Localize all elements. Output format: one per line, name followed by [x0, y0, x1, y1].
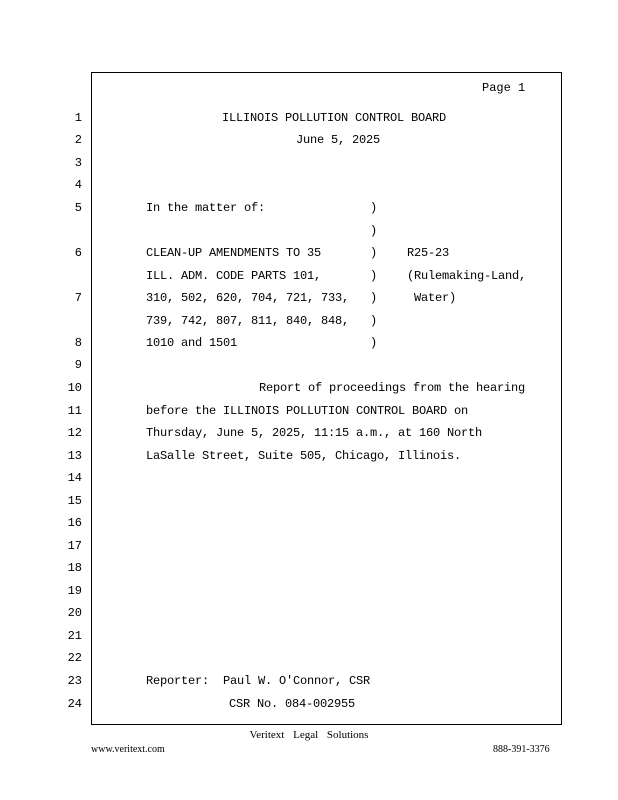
- line-number: 3: [74, 156, 82, 170]
- caption-paren: ): [370, 201, 378, 215]
- line-number: 17: [67, 539, 82, 553]
- caption-left-line: 1010 and 1501: [146, 336, 238, 350]
- csr-number: CSR No. 084-002955: [229, 697, 356, 711]
- caption-paren: ): [370, 291, 378, 305]
- line-number: 22: [67, 651, 82, 665]
- line-number: 1: [74, 111, 82, 125]
- line-number: 10: [67, 381, 82, 395]
- line-number: 6: [74, 246, 82, 260]
- caption-paren: ): [370, 314, 378, 328]
- hearing-date: June 5, 2025: [296, 133, 381, 147]
- line-number: 14: [67, 471, 82, 485]
- line-number: 19: [67, 584, 82, 598]
- body-line: Thursday, June 5, 2025, 11:15 a.m., at 160 North: [146, 426, 483, 440]
- caption-left-line: 310, 502, 620, 704, 721, 733,: [146, 291, 350, 305]
- rulemaking-type: (Rulemaking-Land,: [407, 269, 527, 283]
- line-number: 2: [74, 133, 82, 147]
- line-number: 18: [67, 561, 82, 575]
- line-number: 24: [67, 697, 82, 711]
- body-line: Report of proceedings from the hearing: [259, 381, 526, 395]
- line-number: 20: [67, 606, 82, 620]
- line-number: 23: [67, 674, 82, 688]
- line-number: 13: [67, 449, 82, 463]
- body-line: LaSalle Street, Suite 505, Chicago, Illinois.: [146, 449, 462, 463]
- caption-left-line: 739, 742, 807, 811, 840, 848,: [146, 314, 350, 328]
- line-number: 8: [74, 336, 82, 350]
- line-number: 12: [67, 426, 82, 440]
- footer-company: Veritext Legal Solutions: [249, 729, 369, 741]
- board-title: ILLINOIS POLLUTION CONTROL BOARD: [222, 111, 447, 125]
- caption-paren: ): [370, 246, 378, 260]
- rulemaking-type-cont: Water): [414, 291, 457, 305]
- footer-phone: 888-391-3376: [493, 744, 550, 755]
- line-number: 5: [74, 201, 82, 215]
- body-line: before the ILLINOIS POLLUTION CONTROL BOARD on: [146, 404, 469, 418]
- caption-matter: In the matter of:: [146, 201, 266, 215]
- caption-paren: ): [370, 224, 378, 238]
- footer-website: www.veritext.com: [91, 744, 165, 755]
- line-number: 15: [67, 494, 82, 508]
- line-number: 7: [74, 291, 82, 305]
- line-number: 4: [74, 178, 82, 192]
- docket-number: R25-23: [407, 246, 450, 260]
- caption-paren: ): [370, 269, 378, 283]
- line-number: 21: [67, 629, 82, 643]
- line-number: 11: [67, 404, 82, 418]
- caption-paren: ): [370, 336, 378, 350]
- line-number: 9: [74, 358, 82, 372]
- reporter-line: Reporter: Paul W. O'Connor, CSR: [146, 674, 371, 688]
- page-label: Page 1: [482, 81, 526, 95]
- transcript-page-frame: [91, 72, 562, 725]
- caption-left-line: CLEAN-UP AMENDMENTS TO 35: [146, 246, 322, 260]
- line-number: 16: [67, 516, 82, 530]
- caption-left-line: ILL. ADM. CODE PARTS 101,: [146, 269, 322, 283]
